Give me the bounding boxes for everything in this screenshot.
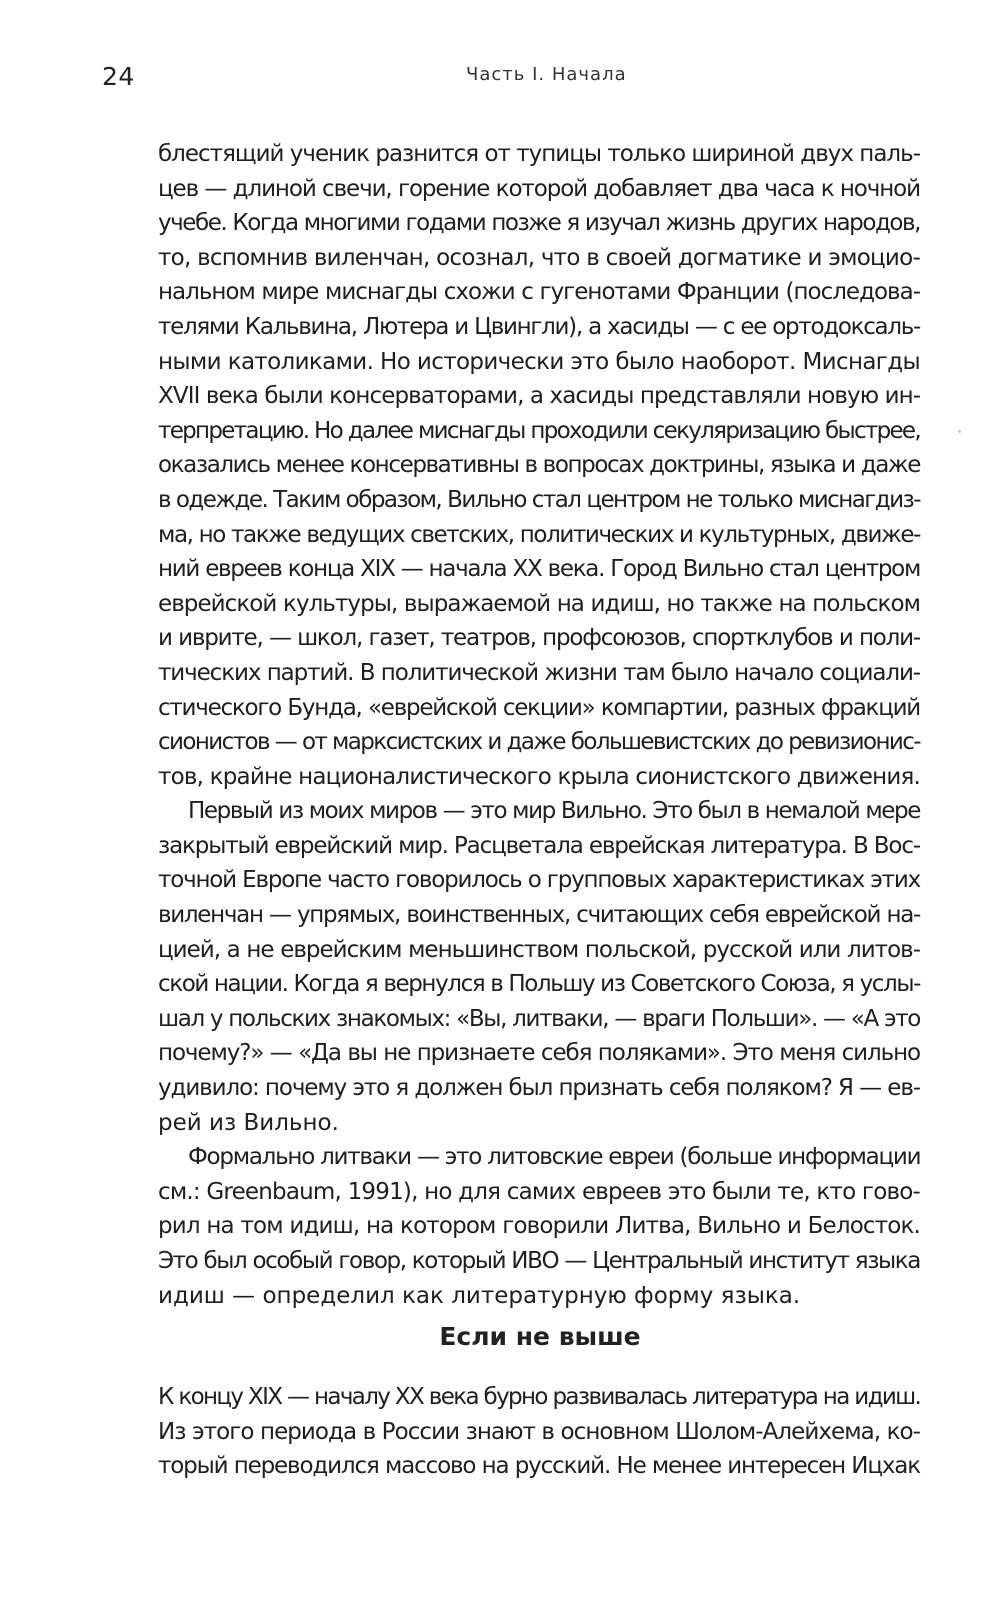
text-line: учебе. Когда многими годами позже я изучал жизнь других народов, xyxy=(158,210,920,237)
text-line: тических партий. В политической жизни там было начало социали- xyxy=(158,659,920,686)
text-line: в одежде. Таким образом, Вильно стал центром не только миснагдиз- xyxy=(158,486,920,513)
running-head xyxy=(0,58,1000,98)
text-line: оказались менее консервативны в вопросах доктрины, языка и даже xyxy=(158,452,920,479)
text-line: телями Кальвина, Лютера и Цвингли), а хасиды — с ее ортодоксаль- xyxy=(158,313,920,340)
text-line: цев — длиной свечи, горение которой добавляет два часа к ночной xyxy=(158,175,920,202)
text-line: цией, а не еврейским меньшинством польской, русской или литов- xyxy=(158,936,920,963)
text-line: К концу XIX — началу XX века бурно развивалась литература на идиш. xyxy=(158,1384,921,1410)
text-line: сионистов — от марксистских и даже большевистских до ревизионис- xyxy=(158,729,920,756)
page-number: 24 xyxy=(102,62,135,91)
text-line: Это был особый говор, который ИВО — Центральный институт языка xyxy=(158,1248,920,1274)
text-line: почему?» — «Да вы не признаете себя поляками». Это меня сильно xyxy=(158,1040,920,1067)
text-line: точной Европе часто говорилось о групповых характеристиках этих xyxy=(158,867,920,894)
paragraph-2 xyxy=(158,794,920,1140)
text-line: ской нации. Когда я вернулся в Польшу из Советского Союза, я услы- xyxy=(158,971,920,998)
text-line: рил на том идиш, на котором говорили Литва, Вильно и Белосток. xyxy=(158,1213,920,1240)
text-line: идиш — определил как литературную форму языка. xyxy=(158,1282,801,1309)
section-paragraph-1 xyxy=(158,1380,920,1484)
text-line: закрытый еврейский мир. Расцветала еврейская литература. В Вос- xyxy=(158,832,920,859)
section-heading: Если не выше xyxy=(439,1322,641,1351)
text-line: то, вспомнив виленчан, осознал, что в своей догматике и эмоцио- xyxy=(158,244,920,271)
text-line: Формально литваки — это литовские евреи (больше информации xyxy=(188,1144,921,1171)
text-line: и иврите, — школ, газет, театров, профсоюзов, спортклубов и поли- xyxy=(158,625,920,652)
scan-speck-decoration xyxy=(958,430,961,433)
paragraph-3 xyxy=(158,1140,920,1313)
chapter-title: Часть I. Начала xyxy=(466,64,627,85)
text-line: см.: Greenbaum, 1991), но для самих евреев это были те, кто гово- xyxy=(158,1178,920,1205)
text-line: еврейской культуры, выражаемой на идиш, но также на польском xyxy=(158,590,920,617)
text-line: ний евреев конца XIX — начала XX века. Город Вильно стал центром xyxy=(158,556,920,583)
text-line: удивило: почему это я должен был признать себя поляком? Я — ев- xyxy=(158,1075,920,1102)
text-line: ными католиками. Но исторически это было наоборот. Миснагды xyxy=(158,348,920,375)
text-line: торый переводился массово на русский. Не менее интересен Ицхак xyxy=(158,1453,920,1480)
text-line: Из этого периода в России знают в основном Шолом-Алейхема, ко- xyxy=(158,1418,920,1445)
text-line: тов, крайне националистического крыла сионистского движения. xyxy=(158,763,921,790)
text-line: стического Бунда, «еврейской секции» компартии, разных фракций xyxy=(158,694,920,721)
text-line: блестящий ученик разнится от тупицы только шириной двух паль- xyxy=(158,141,920,167)
section-text xyxy=(158,1380,920,1484)
text-line: XVII века были консерваторами, а хасиды представляли новую ин- xyxy=(158,383,921,410)
text-line: рей из Вильно. xyxy=(158,1109,339,1136)
paragraph-1 xyxy=(158,137,920,794)
text-line: Первый из моих миров — это мир Вильно. Это был в немалой мере xyxy=(188,798,920,825)
text-line: виленчан — упрямых, воинственных, считающих себя еврейской на- xyxy=(158,902,920,929)
text-line: ма, но также ведущих светских, политических и культурных, движе- xyxy=(158,521,920,548)
text-line: нальном мире миснагды схожи с гугенотами Франции (последова- xyxy=(158,279,920,306)
text-line: терпретацию. Но далее миснагды проходили секуляризацию быстрее, xyxy=(158,417,920,444)
body-text xyxy=(158,137,920,1313)
text-line: шал у польских знакомых: «Вы, литваки, — враги Польши». — «А это xyxy=(158,1005,920,1032)
